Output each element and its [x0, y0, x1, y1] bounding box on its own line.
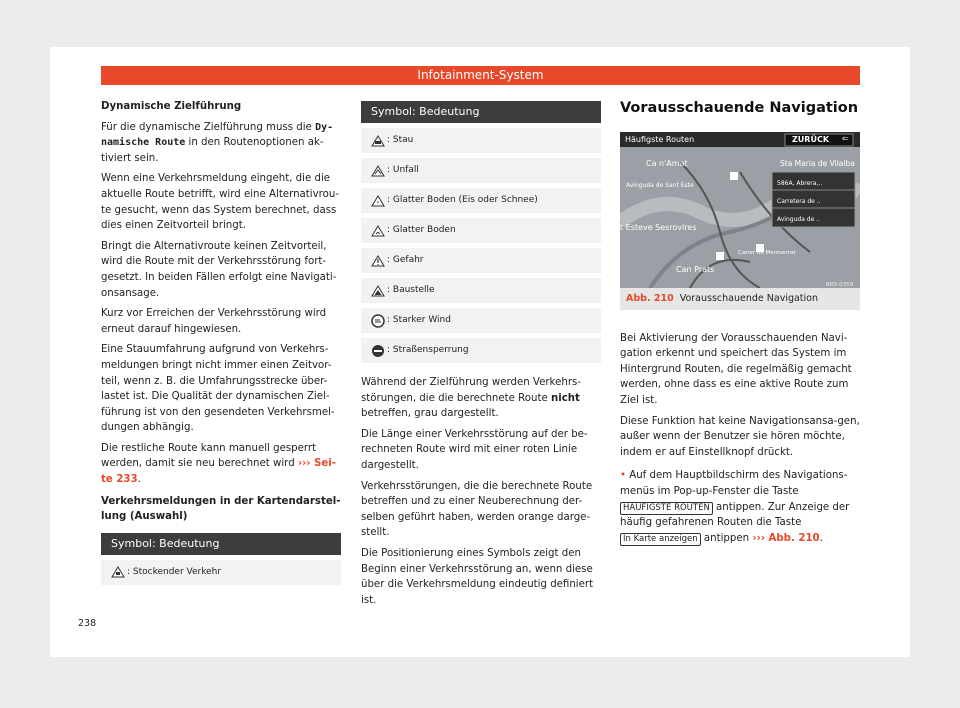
table-cell: : Glatter Boden [387, 225, 456, 235]
show-on-map-key[interactable]: In Karte anzeigen [620, 533, 701, 546]
table-row [361, 248, 601, 273]
most-frequent-routes-key[interactable]: HÄUFIGSTE ROUTEN [620, 502, 713, 515]
back-button[interactable]: ZURÜCK [792, 134, 830, 144]
emphasis: nicht [550, 392, 580, 404]
town-label: Sta Maria de Vilalba [780, 158, 855, 168]
heading-dynamic-guidance: Dynamische Zielführung [101, 101, 242, 112]
figure-code: BRS-0359 [826, 281, 854, 288]
navigation-map [620, 132, 860, 288]
table-header: Symbol: Bedeutung [361, 101, 601, 123]
paragraph: Die Positionierung eines Symbols zeigt den Beginn einer Verkehrsstörung an, wenn diese über die Verkehrsmeldung eindeutig definiert ist. [361, 547, 594, 606]
column-left [101, 99, 341, 585]
figure [620, 132, 860, 310]
code-term: Dy-namische Route [101, 121, 334, 149]
return-arrow-icon: ⇐ [842, 133, 849, 143]
table-row [101, 560, 341, 585]
table-header: Symbol: Bedeutung [101, 533, 341, 555]
heading-traffic-symbols: Verkehrsmeldungen in der Kartendarstel-lung (Auswahl) [101, 495, 341, 523]
table-cell: : Unfall [387, 165, 419, 175]
paragraph [101, 441, 341, 488]
town-label: Avinguda de Sant Este [626, 181, 694, 189]
column-right [620, 101, 860, 551]
paragraph: Die Länge einer Verkehrsstörung auf der be-rechneten Route wird mit einer roten Linie dargestellt. [361, 428, 588, 471]
text: in den Routenoptionen ak-tiviert sein. [101, 137, 324, 164]
table-cell: : Starker Wind [387, 315, 451, 325]
table-cell: : Straßensperrung [387, 345, 469, 355]
paragraph: Kurz vor Erreichen der Verkehrsstörung wird erneut darauf hingewiesen. [101, 308, 327, 335]
table-row [361, 188, 601, 213]
text: Die restliche Route kann manuell gesperrt werden, damit sie neu berechnet wird [101, 442, 317, 470]
paragraph [620, 468, 860, 546]
section-heading: Vorausschauende Navigation [620, 100, 859, 116]
text: betreffen, grau dargestellt. [361, 408, 499, 420]
route-list-item[interactable]: Avinguda de .. [777, 215, 820, 223]
map-title: Häufigste Routen [625, 134, 695, 144]
paragraph: Wenn eine Verkehrsmeldung eingeht, die die aktuelle Route betrifft, wird eine Alternativrou-te gesucht, wenn das System berechnet, dass dies einen Zeitvorteil bringt. [101, 173, 339, 232]
paragraph: Bringt die Alternativroute keinen Zeitvorteil, wird die Route mit der Verkehrsstörung fort-gesetzt. In beiden Fällen erfolgt eine Navigati-onsansage. [101, 240, 337, 299]
table-cell: : Stockender Verkehr [127, 566, 222, 577]
paragraph: Eine Stauumfahrung aufgrund von Verkehrs-meldungen bringt nicht immer einen Zeitvor-teil, wenn z. B. die Umfahrungsstrecke über-lastet ist. Die Qualität der dynamischen Ziel-führung ist von den gesendeten Verkehrsmel-dungen abhängig. [101, 344, 335, 434]
text: antippen. Zur Anzeige der häufig gefahrenen Routen die Taste [620, 501, 850, 529]
route-list-item[interactable]: 586A, Abrera,.. [777, 179, 823, 187]
town-label: Ca n'Amat [646, 158, 688, 168]
svg-text:*: * [376, 200, 380, 207]
table-row [361, 308, 601, 333]
text: . [137, 474, 141, 486]
table-cell: : Glatter Boden (Eis oder Schnee) [387, 195, 538, 205]
bullet-icon: • [620, 470, 627, 482]
text: Auf dem Hauptbildschirm des Navigations-menüs im Pop-up-Fenster die Taste [620, 470, 848, 497]
figure-caption [620, 288, 860, 310]
figure-number: Abb. 210 [626, 292, 674, 304]
page-link[interactable]: ››› Sei-te 233 [101, 458, 337, 486]
town-label: t Esteve Sesrovires [620, 222, 697, 232]
snow-ice-icon [371, 195, 385, 207]
paragraph: Verkehrsstörungen, die die berechnete Route betreffen und zu einer Neuberechnung der-selben geführt haben, werden orange darge-stellt. [361, 480, 593, 539]
paragraph [101, 120, 341, 167]
table-row [361, 128, 601, 153]
slow-traffic-icon [111, 566, 125, 578]
text: Während der Zielführung werden Verkehrs-störungen, die die berechnete Route [361, 377, 581, 404]
column-middle [361, 101, 601, 613]
page-number: 238 [78, 618, 97, 629]
page-header: Infotainment-System [101, 66, 860, 85]
slippery-road-icon [371, 225, 385, 237]
text: Für die dynamische Zielführung muss die [101, 121, 316, 133]
table-row [361, 218, 601, 243]
paragraph [361, 375, 601, 422]
table-row [361, 158, 601, 183]
route-list-item[interactable]: Carretera de .. [777, 197, 821, 205]
town-label: Can Prats [676, 264, 715, 274]
figure-link[interactable]: ››› Abb. 210 [752, 532, 820, 544]
table-row [361, 338, 601, 363]
paragraph: Bei Aktivierung der Vorausschauenden Navi-gation erkennt und speichert das System im Hintergrund Routen, die regelmäßig gemacht werden, ohne dass es eine aktive Route zum Ziel ist. [620, 332, 852, 406]
table-row [361, 278, 601, 303]
accident-icon [371, 165, 385, 177]
caption-text: Vorausschauende Navigation [679, 292, 819, 304]
table-cell: : Baustelle [387, 285, 435, 295]
paragraph: Diese Funktion hat keine Navigationsansa-gen, außer wenn der Benutzer sie hören möchte, indem er auf Einstellknopf drückt. [620, 415, 860, 458]
text: antippen [700, 532, 753, 544]
strong-wind-icon [371, 314, 385, 328]
table-cell: : Gefahr [387, 255, 424, 265]
text: . [819, 532, 823, 544]
town-label: Carrer de Montserrat [738, 249, 796, 256]
danger-icon [371, 255, 385, 267]
table-cell: : Stau [387, 135, 414, 145]
traffic-jam-icon [371, 135, 385, 147]
road-closed-icon [371, 344, 385, 358]
roadworks-icon [371, 285, 385, 297]
